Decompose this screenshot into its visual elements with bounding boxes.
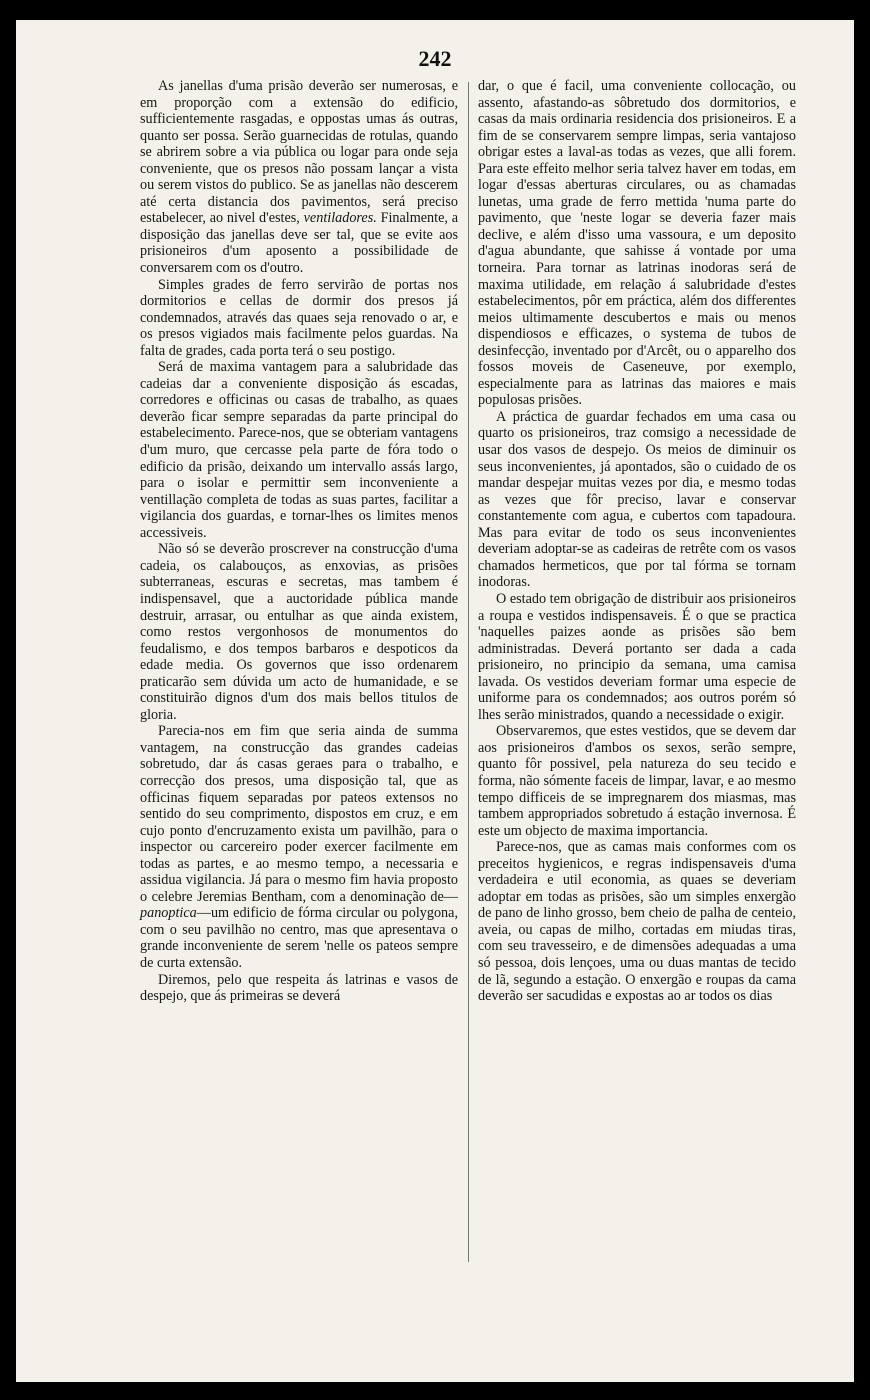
paragraph-windows: As janellas d'uma prisão deverão ser numerosas, e em proporção com a extensão do edificio, sufficientemente rasgadas, e oppostas umas ás outras, quanto ser possa. Serão guarnecidas de rotulas, quando se abrirem sobre a via pública ou logar para onde seja conveniente, que os presos não possam lançar a vista ou serem vistos do publico. Se as janellas não descerem até certa distancia dos pavimentos, será preciso estabelecer, ao nivel d'estes, ventiladores. Finalmente, a disposição das janellas deve ser tal, que se evite aos prisioneiros d'um aposento a possibilidade de conversarem com os d'outro. (140, 78, 459, 277)
column-divider (468, 82, 469, 1262)
left-column (140, 78, 458, 1005)
paragraph-beds: Parece-nos, que as camas mais conformes com os preceitos hygienicos, e regras indispensaveis d'uma verdadeira e util economia, as quaes se deveriam adoptar em todas as prisões, são um simples enxergão de pano de linho grosso, bem cheio de palha de centeio, aveia, ou capas de milho, cortadas em miudas tiras, com seu travesseiro, e de dimensões adequadas a uma só pessoa, dois lençoes, uma ou duas mantas de tecido de lã, segundo a estação. O enxergão e roupas da cama deverão ser sacudidas e expostas ao ar todos os dias (478, 839, 796, 1005)
paragraph-clothing-fabric: Observaremos, que estes vestidos, que se devem dar aos prisioneiros d'ambos os sexos, serão sempre, quanto fôr possivel, pela natureza do seu tecido e forma, não sómente faceis de limpar, lavar, e ao mesmo tempo difficeis de se impregnarem dos miasmas, mas tambem appropriados sobretudo á estação invernosa. É este um objecto de maxima importancia. (478, 723, 796, 839)
paragraph-dungeons: Não só se deverão proscrever na construcção d'uma cadeia, os calabouços, as enxovias, as prisões subterraneas, escuras e secretas, mas tambem é indispensavel, que a auctoridade pública mande destruir, arrasar, ou entulhar as que ainda existem, como restos vergonhosos de monumentos do feudalismo, e dos tempos barbaros e despoticos da edade media. Os governos que isso ordenarem praticarão sem dúvida um acto de humanidade, e se constituirão dignos d'um dos mais bellos titulos de gloria. (140, 541, 458, 723)
paragraph-clothing: O estado tem obrigação de distribuir aos prisioneiros a roupa e vestidos indispensaveis. É o que se practica 'naquelles paizes aonde as prisões são bem administradas. Deverá portanto ser dada a cada prisioneiro, no principio da semana, uma camisa lavada. Os vestidos deveriam formar uma especie de uniforme para os condemnados; aos outros porém só lhes serão ministrados, quando a necessidade o exigir. (478, 590, 796, 723)
paragraph-iron-grates: Simples grades de ferro servirão de portas nos dormitorios e cellas de dormir dos presos já condemnados, através das quaes seja renovado o ar, e os presos vigiados mais facilmente pelos guardas. Na falta de grades, cada porta terá o seu postigo. (140, 276, 458, 359)
paragraph-latrines-continued: dar, o que é facil, uma conveniente collocação, ou assento, afastando-as sôbretudo dos dormitorios, e casas da mais ordinaria residencia dos prisioneiros. E a fim de se conservarem sempre limpas, seria vantajoso obrigar estes a laval-as todas as vezes, que alli forem. Para este effeito melhor seria talvez haver em todas, em logar d'essas aberturas circulares, ou as chamadas lunetas, uma grade de ferro mettida 'numa parte do pavimento, que 'neste logar se deveria fazer mais declive, e além d'isso uma vassoura, e um deposito d'agua abundante, que sahisse á vontade por uma torneira. Para tornar as latrinas inodoras será de maxima utilidade, em relação á salubridade d'estes estabelecimentos, pôr em práctica, além dos differentes meios ultimamente descubertos e mais ou menos dispendiosos e efficazes, o systema de tubos de desinfecção, inventado por d'Arcêt, ou o apparelho dos fossos moveis de Caseneuve, por exemplo, especialmente para as latrinas das maiores e mais populosas prisões. (478, 78, 796, 409)
paragraph-latrines-start: Diremos, pelo que respeita ás latrinas e vasos de despejo, que ás primeiras se deverá (140, 971, 458, 1005)
paragraph-stairs-corridors: Será de maxima vantagem para a salubridade das cadeias dar a conveniente disposição ás escadas, corredores e officinas ou casas de trabalho, as quaes deverão ficar sempre separadas da parte principal do estabelecimento. Parece-nos, que se obteriam vantagens d'um muro, que cercasse pela parte de fóra todo o edificio da prisão, deixando um intervallo assás largo, para o isolar e permittir sem inconveniente a ventillação completa de todas as suas partes, facilitar a vigilancia dos guardas, e tornar-lhes os limites menos accessiveis. (140, 359, 458, 541)
page-number: 242 (418, 46, 452, 71)
paragraph-panoptica: Parecia-nos em fim que seria ainda de summa vantagem, na construcção das grandes cadeias sobretudo, dar ás casas geraes para o trabalho, e correcção dos presos, uma disposição tal, que as officinas fiquem separadas por pateos extensos no sentido do seu comprimento, dispostos em cruz, e em cujo ponto d'encruzamento exista um pavilhão, para o inspector ou carcereiro poder exercer facilmente em todas as partes, e ao mesmo tempo, a necessaria e assidua vigilancia. Já para o mesmo fim havia proposto o celebre Jeremias Bentham, com a denominação de—panoptica—um edificio de fórma circular ou polygona, com o seu pavilhão no centro, mas que apresentava o grande inconveniente de serem 'nelle os pateos sempre de curta extensão. (140, 723, 458, 971)
paragraph-chamber-pots: A práctica de guardar fechados em uma casa ou quarto os prisioneiros, traz comsigo a necessidade de usar dos vasos de despejo. Os meios de diminuir os seus inconvenientes, já apontados, são o cuidado de os mandar despejar muitas vezes por dia, e mesmo todas as vezes que fôr preciso, lavar e conservar constantemente com agua, e cubertos com tapadoura. Mas para evitar de todo os seus inconvenientes deveriam adoptar-se as cadeiras de retrête com os vasos chamados hermeticos, que por tal fórma se tornam inodoras. (478, 408, 796, 591)
book-page (16, 20, 854, 1382)
right-column (478, 78, 796, 1005)
